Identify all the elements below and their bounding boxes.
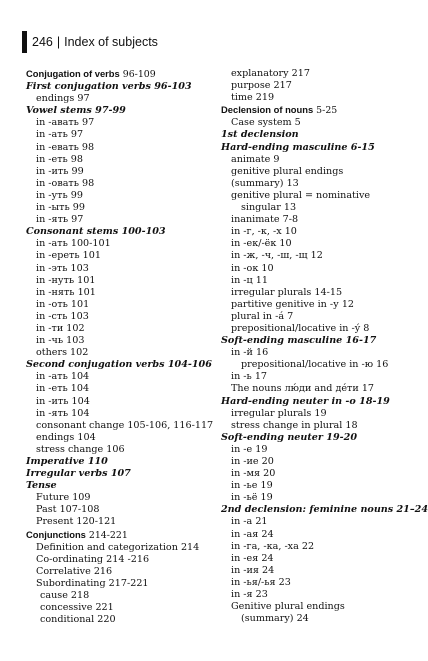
index-entry-term: in -ить (36, 165, 69, 177)
index-entry-pages: 101 (79, 250, 101, 262)
index-entry-pages: 8 (360, 322, 370, 334)
index-entry (26, 202, 216, 214)
index-entry (221, 166, 396, 178)
index-entry-pages: 220 (94, 614, 116, 626)
index-entry (221, 383, 396, 395)
index-entry (26, 347, 216, 359)
index-entry (221, 396, 396, 408)
index-entry (221, 287, 396, 299)
index-entry (26, 516, 216, 528)
index-entry-term: Tense (26, 480, 57, 492)
index-entry (221, 226, 396, 238)
index-entry-term: Soft-ending neuter 19-20 (221, 431, 357, 443)
index-entry-term: time (231, 92, 253, 104)
index-entry (221, 347, 396, 359)
index-entry (221, 154, 396, 166)
index-entry-term: cause (40, 590, 68, 602)
index-entry-pages: 23 (275, 576, 291, 588)
index-entry-term: Hard-ending masculine 6-15 (221, 141, 375, 153)
index-entry-term: prepositional/locative in -ю (241, 359, 374, 371)
index-entry (26, 142, 216, 154)
index-entry-pages: 18 (342, 419, 358, 431)
index-entry-pages: 102 (63, 322, 85, 334)
index-entry-pages: 12 (338, 298, 355, 310)
index-entry-pages: 217 (270, 80, 292, 92)
index-entry (221, 480, 396, 492)
index-entry-pages: 22 (298, 540, 315, 552)
index-entry-term: (summary) (231, 177, 284, 189)
index-entry-term: animate (231, 153, 271, 165)
index-entry (221, 250, 396, 262)
index-entry-pages: 16 (373, 359, 389, 371)
page-header (22, 31, 158, 53)
index-entry-pages: 17 (251, 371, 268, 383)
index-entry-term: in -ц (231, 274, 253, 286)
index-entry-term: in -ек/-ёк (231, 238, 277, 250)
index-entry (26, 432, 216, 444)
index-entry-pages: 214 -216 (103, 553, 150, 565)
index-entry (221, 129, 396, 141)
index-entry-term: inanimate (231, 214, 280, 226)
index-entry-pages: 97 (68, 214, 84, 226)
index-entry-term: others (36, 347, 67, 359)
index-entry-term: endings (36, 93, 75, 105)
index-entry-pages: 17 (358, 383, 375, 395)
index-entry (221, 335, 396, 347)
index-entry-pages: 109 (69, 492, 91, 504)
index-entry-pages: 100-101 (67, 238, 111, 250)
index-entry (221, 92, 396, 104)
index-entry-term: Future (36, 492, 70, 504)
index-entry-term: in -ия (231, 564, 259, 576)
index-entry (26, 396, 216, 408)
index-entry-pages: 96-109 (119, 69, 156, 80)
index-entry-term: in -авать (36, 117, 79, 129)
index-entry (26, 323, 216, 335)
index-entry-term: in -ь (231, 371, 252, 383)
index-entry-pages: 104 (67, 383, 90, 395)
index-entry-term: Soft-ending masculine 16-17 (221, 335, 377, 347)
index-entry-pages: 7-8 (279, 214, 299, 226)
index-entry-pages: 97 (78, 117, 95, 129)
index-entry-pages: 98 (78, 177, 95, 189)
index-entry-term: Hard-ending neuter in -о 18-19 (221, 395, 390, 407)
index-entry (26, 542, 216, 554)
index-entry-term: Second conjugation verbs 104-106 (26, 359, 212, 371)
index-entry-pages: 19 (311, 407, 327, 419)
index-entry-pages: 24 (258, 552, 274, 564)
index-entry-pages: 21 (252, 516, 268, 528)
index-entry-term: Imperative 110 (26, 456, 108, 467)
index-entry-pages: 214-221 (85, 529, 128, 541)
index-entry-pages: 20 (258, 456, 274, 467)
index-entry (26, 238, 216, 250)
index-entry (26, 250, 216, 262)
index-entry (26, 129, 216, 141)
index-entry-term: singular (241, 202, 281, 214)
index-entry-term: genitive plural endings (231, 165, 344, 177)
index-entry-pages: 10 (258, 262, 274, 274)
index-entry-term: in -оть (36, 298, 68, 310)
index-entry-term: consonant change (36, 419, 125, 431)
index-entry-pages: 19 (252, 443, 268, 455)
index-entry-term: in -ать (36, 371, 68, 383)
index-entry-term: in -ая (231, 528, 259, 540)
index-entry-term: Co-ordinating (36, 553, 104, 565)
index-entry-term: in -мя (231, 468, 261, 480)
index-entry-term: in -ти (36, 322, 64, 334)
index-entry (26, 602, 216, 614)
index-entry (26, 275, 216, 287)
index-entry (221, 408, 396, 420)
index-entry (26, 504, 216, 516)
index-entry (221, 323, 396, 335)
header-separator: | (56, 35, 61, 49)
index-entry-term: in -е (231, 443, 253, 455)
index-entry-term: (summary) (241, 613, 294, 625)
index-entry (26, 166, 216, 178)
index-entry (26, 444, 216, 456)
index-entry (221, 68, 396, 80)
index-entry-term: Conjugation of verbs (26, 68, 120, 79)
index-entry (221, 553, 396, 565)
index-entry-term: 2nd declension: feminine nouns 21–24 (221, 504, 428, 516)
index-entry-term: Irregular verbs 107 (26, 468, 131, 480)
index-entry-pages: 106 (103, 443, 125, 455)
index-entry-term: Subordinating (36, 577, 106, 589)
index-entry (221, 299, 396, 311)
index-entry-term: in -ать (36, 129, 68, 141)
index-entry-term: in -чь (36, 335, 64, 347)
index-entry (26, 456, 216, 468)
index-entry-term: in -еть (36, 153, 68, 165)
index-entry (26, 287, 216, 299)
index-entry-term: Consonant stems 100-103 (26, 226, 166, 238)
index-entry-term: conditional (40, 614, 95, 626)
index-entry (221, 263, 396, 275)
index-entry-pages: 99 (68, 165, 84, 177)
index-entry (26, 371, 216, 383)
index-entry-pages: 104 (74, 431, 96, 443)
index-entry-pages: 99 (69, 202, 85, 214)
index-entry-term: prepositional/locative in -ý (231, 322, 361, 334)
index-entry (221, 80, 396, 92)
index-entry-term: in -сть (36, 310, 68, 322)
index-entry-pages: 217 (288, 68, 310, 79)
index-entry (26, 335, 216, 347)
index-entry-pages: 103 (67, 262, 89, 274)
index-entry-pages: 13 (280, 202, 297, 214)
index-entry (221, 492, 396, 504)
index-entry-term: in -ж, -ч, -ш, -щ (231, 250, 308, 262)
index-entry (26, 214, 216, 226)
index-entry-pages: 101 (74, 286, 96, 298)
index-entry-term: concessive (40, 602, 93, 614)
index-entry (26, 105, 216, 117)
index-entry (221, 504, 428, 516)
index-entry-pages: 23 (252, 589, 268, 601)
index-entry-pages: 19 (257, 492, 273, 504)
index-entry-term: in -га, -ка, -ха (231, 540, 299, 552)
index-entry-term: 1st declension (221, 129, 299, 141)
index-entry (26, 178, 216, 190)
index-entry-pages: 219 (252, 92, 275, 104)
index-entry-pages: 99 (67, 189, 83, 201)
index-entry-pages: 5 (291, 117, 301, 129)
index-entry (26, 81, 216, 93)
index-entry-term: plural in -á (231, 310, 285, 322)
index-entry-pages: 24 (258, 528, 274, 540)
index-entry-pages: 16 (252, 347, 269, 359)
index-entry-term: explanatory (231, 68, 289, 79)
index-entry-term: irregular plurals (231, 286, 312, 298)
index-entry (221, 420, 396, 432)
index-entry-term: in -ие (231, 456, 259, 467)
index-entry (26, 93, 216, 105)
index-entry-term: in -нуть (36, 274, 75, 286)
index-entry (221, 104, 396, 117)
index-entry-term: in -ыть (36, 202, 70, 214)
index-entry (221, 371, 396, 383)
index-entry (221, 190, 396, 202)
index-entry-term: in -г, -к, -х (231, 226, 282, 238)
index-entry-term: in -еть (36, 383, 68, 395)
index-entry (221, 456, 396, 468)
index-entry (26, 480, 216, 492)
index-entry-pages: 102 (67, 347, 89, 359)
index-entry-term: purpose (231, 80, 271, 92)
index-entry-term: stress change (36, 443, 104, 455)
index-entry-term: in -ок (231, 262, 259, 274)
index-entry-pages: 9 (270, 153, 280, 165)
index-entry-pages: 12 (307, 250, 323, 262)
index-entry (221, 589, 396, 601)
index-entry-term: partitive genitive in -у (231, 298, 339, 310)
index-entry (26, 299, 216, 311)
index-entry (221, 359, 396, 371)
index-entry (26, 226, 216, 238)
index-entry (221, 275, 396, 287)
index-entry-term: in -ьё (231, 492, 258, 504)
index-entry (221, 238, 396, 250)
index-entry-term: irregular plurals (231, 407, 312, 419)
index-entry-term: in -ье (231, 480, 258, 492)
index-entry-pages: 98 (78, 141, 95, 153)
index-entry-pages: 7 (284, 310, 294, 322)
index-entry (221, 117, 396, 129)
index-entry (26, 566, 216, 578)
index-entry-term: endings (36, 431, 75, 443)
index-entry (221, 468, 396, 480)
index-entry-pages: 11 (252, 274, 268, 286)
page-title: Index of subjects (64, 35, 158, 49)
index-entry-term: in -ить (36, 395, 69, 407)
index-entry-term: in -овать (36, 177, 79, 189)
index-entry (26, 68, 216, 81)
index-entry (221, 178, 396, 190)
index-entry-term: Past (36, 504, 57, 516)
index-entry (26, 383, 216, 395)
index-entry (26, 311, 216, 323)
index-entry-term: in -й (231, 347, 253, 359)
index-entry-pages: 10 (281, 226, 297, 238)
index-entry (26, 420, 216, 432)
index-entry-pages: 97 (67, 129, 84, 141)
index-entry-pages: 24 (293, 613, 309, 625)
index-entry-term: The nouns лю́ди and де́ти (231, 383, 359, 395)
index-entry-pages: 218 (67, 590, 90, 602)
index-entry (26, 614, 216, 626)
index-entry-term: Vowel stems 97-99 (26, 105, 126, 117)
index-entry-pages: 5-25 (313, 105, 338, 117)
index-entry (26, 578, 216, 590)
index-entry (221, 432, 396, 444)
index-entry (26, 263, 216, 275)
index-entry (26, 554, 216, 566)
index-entry-term: in -евать (36, 141, 79, 153)
index-entry-term: Declension of nouns (221, 104, 314, 116)
index-entry-term: in -ять (36, 214, 69, 226)
index-entry-pages: 107-108 (56, 504, 100, 516)
index-entry (221, 529, 396, 541)
index-entry-pages: 217-221 (105, 577, 149, 589)
index-entry-term: in -уть (36, 189, 68, 201)
index-entry-term: Present (36, 516, 74, 528)
index-entry-term: in -я (231, 589, 253, 601)
index-entry-pages: 104 (67, 371, 90, 383)
header-bar (22, 31, 27, 53)
index-entry-term: in -ереть (36, 250, 80, 262)
index-entry-term: in -а (231, 516, 253, 528)
index-entry-pages: 101 (67, 298, 90, 310)
index-entry (26, 468, 216, 480)
index-entry-term: in -ея (231, 552, 259, 564)
page-number: 246 (32, 35, 53, 49)
index-entry-pages: 103 (67, 310, 89, 322)
index-entry-pages: 101 (74, 274, 96, 286)
index-entry-pages: 97 (74, 93, 90, 105)
index-entry (26, 529, 216, 542)
index-entry-term: Conjunctions (26, 528, 86, 540)
index-entry-term: Case system (231, 117, 292, 129)
index-entry-term: in -ать (36, 238, 68, 250)
index-entry-term: in -ья/-ья (231, 576, 276, 588)
index-entry-term: First conjugation verbs 96-103 (26, 81, 192, 93)
index-entry (221, 142, 396, 154)
index-entry-pages: 214 (177, 541, 200, 553)
index-entry (26, 408, 216, 420)
index-entry-pages: 105-106, 116-117 (124, 419, 214, 431)
index-entry (26, 492, 216, 504)
index-entry-term: in -эть (36, 262, 68, 274)
index-entry (221, 202, 396, 214)
index-entry-pages: 19 (257, 480, 273, 492)
index-entry-term: Definition and categorization (36, 541, 178, 553)
index-entry-pages: 104 (68, 395, 90, 407)
index-column-left (26, 68, 216, 626)
index-entry-pages: 10 (276, 238, 292, 250)
index-entry-pages: 120-121 (73, 516, 117, 528)
index-entry-term: in -ять (36, 407, 69, 419)
index-entry (26, 590, 216, 602)
index-entry (26, 190, 216, 202)
index-entry-pages: 104 (68, 407, 90, 419)
index-entry-pages: 20 (260, 468, 276, 480)
index-entry (221, 214, 396, 226)
index-entry-pages: 13 (283, 177, 299, 189)
index-entry (26, 117, 216, 129)
index-entry-term: in -нять (36, 286, 75, 298)
index-entry (221, 577, 396, 589)
index-entry (221, 444, 396, 456)
index-entry-pages: 221 (92, 602, 114, 614)
index-entry-pages: 14-15 (311, 286, 343, 298)
index-entry-pages: 98 (67, 153, 84, 165)
index-entry-term: stress change in plural (231, 419, 343, 431)
index-entry-pages: 216 (90, 565, 113, 577)
index-entry-pages: 103 (63, 335, 85, 347)
index-entry (221, 311, 396, 323)
index-entry-term: genitive plural = nominative (231, 189, 371, 201)
index-entry (26, 154, 216, 166)
index-entry (221, 613, 396, 625)
index-entry (221, 565, 396, 577)
index-entry (26, 359, 216, 371)
index-entry-term: Genitive plural endings (231, 601, 345, 613)
index-entry (221, 601, 396, 613)
index-column-right (221, 68, 428, 625)
index-entry (221, 541, 396, 553)
index-entry-pages: 24 (259, 564, 275, 576)
index-entry (221, 516, 396, 528)
index-entry-term: Correlative (36, 565, 91, 577)
